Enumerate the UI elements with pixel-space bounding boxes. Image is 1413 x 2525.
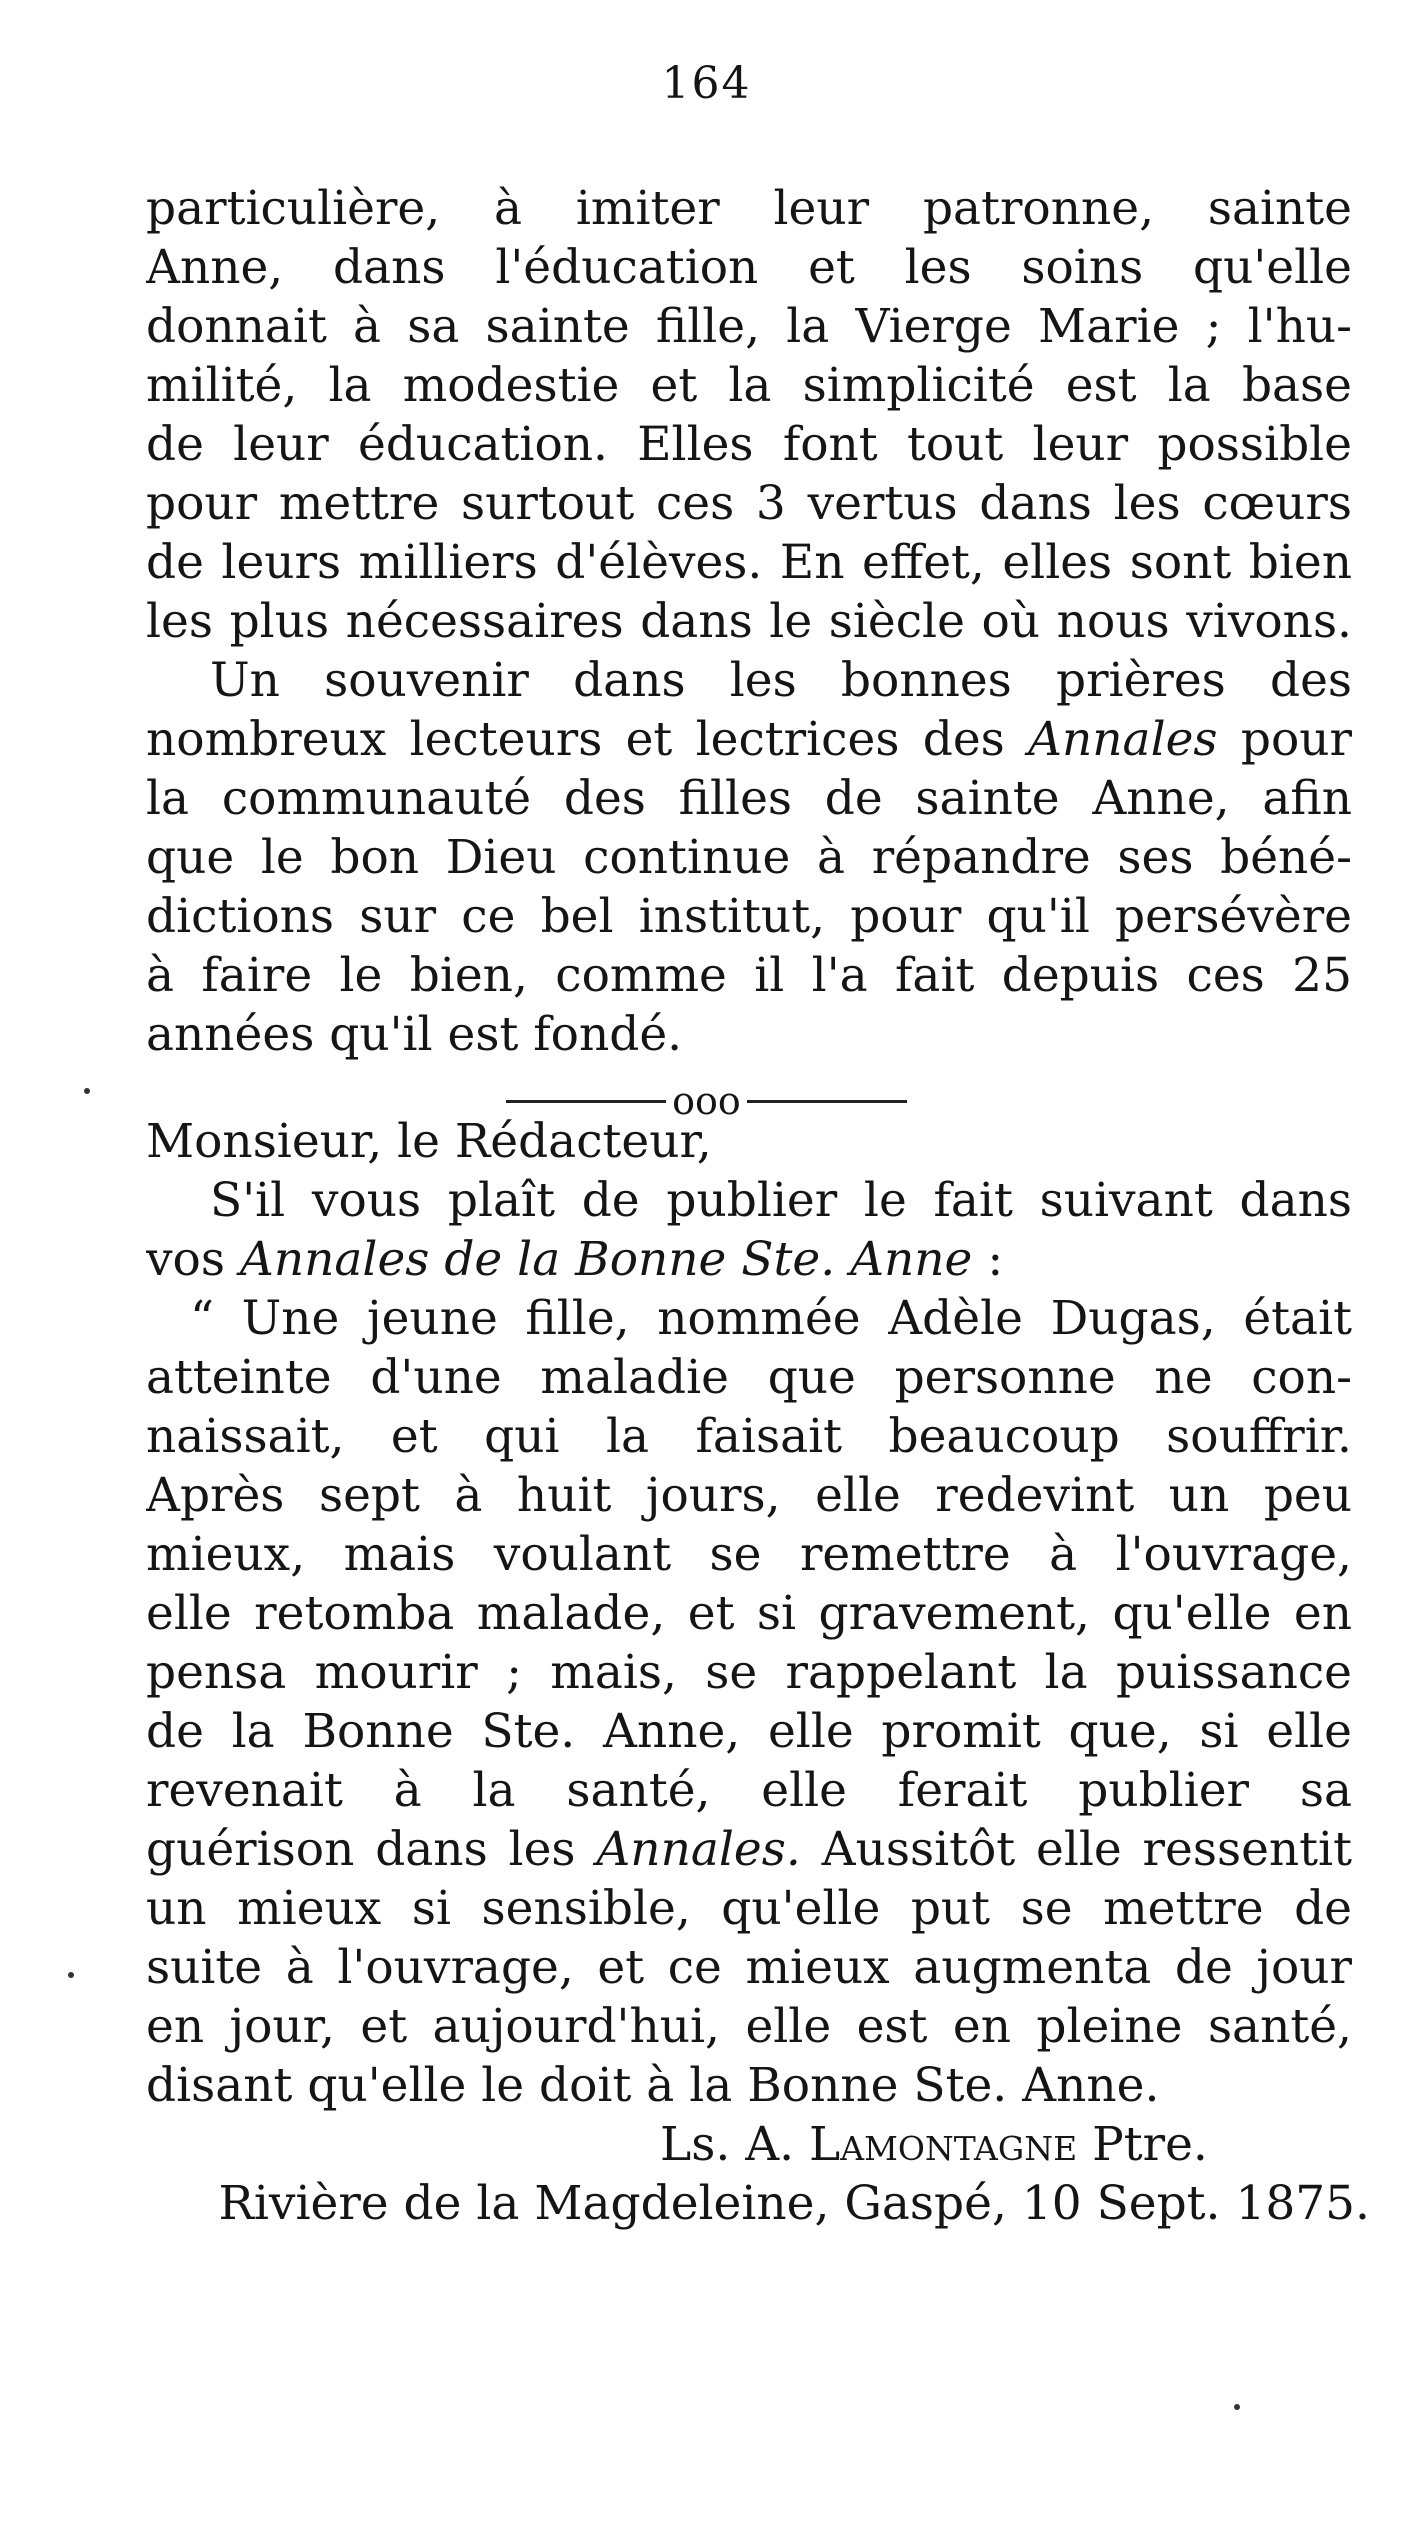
text-line: donnait à sa sainte fille, la Vierge Marie ; l'hu- [146,299,1352,354]
text-line: suite à l'ouvrage, et ce mieux augmenta de jour [146,1940,1352,1995]
text-line: de leur éducation. Elles font tout leur possible [146,417,1352,472]
text-line: “ Une jeune fille, nommée Adèle Dugas, était [190,1291,1352,1346]
scan-speck [84,1088,90,1094]
text-line: pour mettre surtout ces 3 vertus dans les cœurs [146,476,1352,531]
text-line: Après sept à huit jours, elle redevint un peu [146,1468,1352,1523]
text-line: Anne, dans l'éducation et les soins qu'elle [146,240,1352,295]
text-line [146,711,1352,769]
text-line: la communauté des filles de sainte Anne, afin [146,771,1352,826]
text-line: particulière, à imiter leur patronne, sainte [146,181,1352,236]
signature-suffix: Ptre. [1092,2117,1208,2172]
text-line: années qu'il est fondé. [146,1007,683,1062]
text-line: en jour, et aujourd'hui, elle est en pleine santé, [146,1999,1352,2054]
text-line: disant qu'elle le doit à la Bonne Ste. Anne. [146,2058,1160,2113]
separator-ornament: ooo [672,1079,741,1123]
text-span: vos [146,1232,225,1287]
italic-title: Annales de la Bonne Ste. Anne [239,1232,973,1287]
text-line: les plus nécessaires dans le siècle où nous vivons. [146,594,1352,649]
text-line: de la Bonne Ste. Anne, elle promit que, si elle [146,1704,1352,1759]
text-line [146,1231,1352,1289]
italic-title: Annales [1028,712,1218,767]
text-line: un mieux si sensible, qu'elle put se mettre de [146,1881,1352,1936]
text-span: nombreux lecteurs et lectrices des [146,712,1005,767]
text-span: guérison dans les [146,1822,576,1877]
italic-title: Annales. [596,1822,801,1877]
separator-rule-left [506,1100,666,1103]
text-line: elle retomba malade, et si gravement, qu'elle en [146,1586,1352,1641]
text-line: de leurs milliers d'élèves. En effet, elles sont bien [146,535,1352,590]
text-line: dictions sur ce bel institut, pour qu'il persévère [146,889,1352,944]
salutation: Monsieur, le Rédacteur, [146,1114,712,1169]
text-line: naissait, et qui la faisait beaucoup souffrir. [146,1409,1352,1464]
text-line: Un souvenir dans les bonnes prières des [210,653,1352,708]
text-span: : [987,1232,1004,1287]
signature [660,2116,1360,2174]
separator-rule-right [747,1100,907,1103]
text-line: mieux, mais voulant se remettre à l'ouvrage, [146,1527,1352,1582]
text-line: revenait à la santé, elle ferait publier sa [146,1763,1352,1818]
text-line: à faire le bien, comme il l'a fait depuis ces 25 [146,948,1352,1003]
text-span: Aussitôt elle ressentit [821,1822,1352,1877]
text-line: pensa mourir ; mais, se rappelant la puissance [146,1645,1352,1700]
text-line [146,1821,1352,1879]
text-line: que le bon Dieu continue à répandre ses béné- [146,830,1352,885]
text-line: atteinte d'une maladie que personne ne con- [146,1350,1352,1405]
text-line: S'il vous plaît de publier le fait suivant dans [210,1173,1352,1228]
text-line: milité, la modestie et la simplicité est la base [146,358,1352,413]
place-date: Rivière de la Magdeleine, Gaspé, 10 Sept. 1875. [218,2176,1370,2231]
text-span: pour [1240,712,1352,767]
signature-prefix: Ls. A. [660,2117,795,2172]
scan-speck [68,1972,74,1978]
page-number: 164 [661,58,752,109]
scan-speck [1234,2404,1240,2410]
signature-name: Lamontagne [809,2117,1078,2172]
